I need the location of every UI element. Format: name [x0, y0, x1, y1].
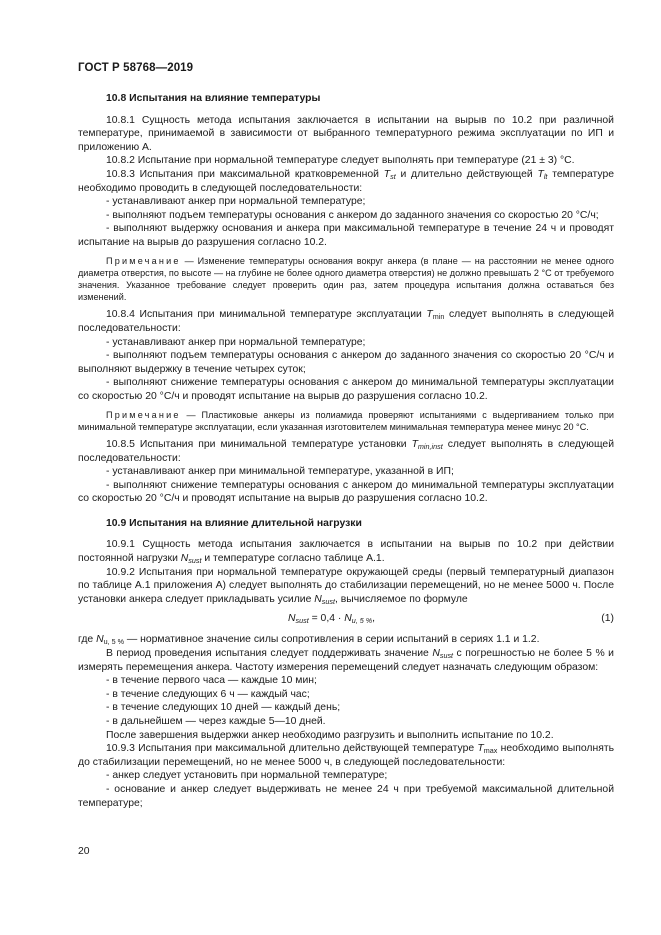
subscript: max	[483, 746, 498, 756]
text-run: и длительно действующей	[395, 168, 538, 180]
subscript: min,inst	[417, 441, 443, 451]
note-text: — Изменение температуры основания вокруг анкера (в плане — на расстоянии не менее одного диаметра отверстия, по высоте — на глубине не более одного диаметра отверстия) не должно превышать 2 °С от требуемого значения. Указанное требование следует проверить один раз, затем процедура испытания должна оставаться без изменений.	[78, 255, 614, 303]
formula-1	[78, 609, 614, 631]
symbol-n: N	[96, 634, 104, 646]
list-item: - выполняют подъем температуры основания с анкером до заданного значения со скоростью 20 °С/ч и выполняют выдержку в течение четырех суток;	[78, 350, 614, 375]
text-run: 10.8.3 Испытания при максимальной кратковременной	[106, 168, 384, 180]
paragraph-10-8-2: 10.8.2 Испытание при нормальной температуре следует выполнять при температуре (21 ± 3) °С.	[106, 155, 575, 167]
section-heading-10-9: 10.9 Испытания на влияние длительной нагрузки	[106, 517, 362, 529]
subscript: u, 5 %	[103, 637, 124, 647]
paragraph-10-8-1: 10.8.1 Сущность метода испытания заключается в испытании на вырыв по 10.2 при различной температуре, принимаемой в зависимости от выбранного температурного режима эксплуатации по ИП и приложению А.	[78, 114, 614, 153]
subscript: min	[432, 312, 445, 322]
list-item: - устанавливают анкер при нормальной температуре;	[106, 336, 366, 348]
list-item: - устанавливают анкер при минимальной температуре, указанной в ИП;	[106, 466, 454, 478]
symbol-t: T	[383, 168, 391, 180]
paragraph-after: После завершения выдержки анкер необходимо разгрузить и выполнить испытание по 10.2.	[106, 729, 554, 741]
subscript: sust	[439, 651, 454, 661]
list-item: - в течение следующих 10 дней — каждый день;	[106, 702, 341, 714]
note-1	[78, 255, 614, 304]
symbol-n: N	[314, 593, 322, 605]
subscript: sust	[321, 596, 335, 606]
paragraph-10-8-5: 10.8.5 Испытания при минимальной температуре установки $T_{min,inst}$ следует выполнять в следующей последовательности:	[78, 438, 614, 464]
symbol-t: T	[537, 168, 544, 180]
symbol-t: T	[477, 743, 484, 755]
list-item: - анкер следует установить при нормальной температуре;	[106, 770, 388, 782]
note-label: Примечание	[106, 409, 181, 420]
subscript: st	[390, 171, 396, 181]
list-item: - выполняют выдержку основания и анкера при максимальной температуре в течение 24 ч и проводят испытание на вырыв до разрушения согласно 10.2.	[78, 223, 614, 248]
list-item: - в дальнейшем — через каждые 5—10 дней.	[106, 716, 326, 727]
formula-where: где $N_{u, 5 \%}$ — нормативное значение силы сопротивления в серии испытаний в сериях 1.1 и 1.2.	[78, 634, 540, 647]
note-text: — Пластиковые анкеры из полиамида проверяют испытаниями с выдергиванием только при минимальной температуре эксплуатации, если указанная изготовителем минимальная температура менее минус 20 °С.	[78, 409, 614, 432]
text-run: температуре необходимо проводить в следующей последовательности:	[78, 168, 615, 194]
subscript: sust	[188, 556, 202, 566]
note-label: Примечание	[106, 255, 181, 266]
note-2	[78, 409, 614, 433]
paragraph-10-9-2: 10.9.2 Испытания при нормальной температуре окружающей среды (первый температурный диапазон по таблице А.1 приложения А) следует выполнять до стабилизации перемещений, но не менее 5000 ч. После установки анкера следует прикладывать усилие $N_{sust}$, вычисляемое по формуле	[78, 566, 614, 606]
paragraph-period: В период проведения испытания следует поддерживать значение $N_{sust}$ с погрешностью не более 5 % и измерять перемещения анкера. Частоту измерения перемещений следует назначать следующим образом:	[78, 648, 614, 673]
symbol-t: T	[426, 309, 433, 321]
document-body	[78, 88, 614, 810]
formula-number: (1)	[601, 613, 614, 625]
symbol-n: N	[180, 553, 189, 565]
paragraph-10-9-1: 10.9.1 Сущность метода испытания заключается в испытании на вырыв по 10.2 при действии постоянной нагрузки $N_{sust}$ и температуре согласно таблице А.1.	[78, 539, 614, 566]
list-item: - устанавливают анкер при нормальной температуре;	[106, 196, 366, 208]
subscript: lt	[543, 171, 548, 181]
page-number: 20	[78, 846, 90, 857]
paragraph-10-9-3: 10.9.3 Испытания при максимальной длительно действующей температуре $T_{max}$ необходимо выполнять до стабилизации перемещений, но не менее 5000 ч, в следующей последовательности:	[78, 743, 614, 768]
symbol-n: N	[432, 648, 440, 660]
list-item: - основание и анкер следует выдерживать не менее 24 ч при требуемой максимальной длительной температуре;	[78, 783, 614, 809]
formula-expression: $N_{sust} = 0,4 \cdot N_{u, 5 \%}$,	[288, 613, 376, 626]
paragraph-10-8-3	[78, 168, 614, 195]
section-heading-10-8: 10.8 Испытания на влияние температуры	[106, 93, 321, 104]
document-header: ГОСТ Р 58768—2019	[78, 62, 194, 74]
list-item: - выполняют снижение температуры основания с анкером до минимальной температуры эксплуатации со скоростью 20 °С/ч и проводят испытание на вырыв до разрушения согласно 10.2.	[78, 479, 614, 505]
list-item: - в течение первого часа — каждые 10 мин;	[106, 675, 317, 687]
list-item: - выполняют подъем температуры основания с анкером до заданного значения со скоростью 20 °С/ч;	[106, 209, 599, 221]
list-item: - в течение следующих 6 ч — каждый час;	[106, 688, 310, 700]
paragraph-10-8-4: 10.8.4 Испытания при минимальной температуре эксплуатации $T_{min}$ следует выполнять в следующей последовательности:	[78, 309, 614, 334]
symbol-t: T	[411, 438, 418, 450]
list-item: - выполняют снижение температуры основания с анкером до минимальной температуры эксплуатации со скоростью 20 °С/ч и проводят испытание на вырыв до разрушения согласно 10.2.	[78, 377, 614, 402]
